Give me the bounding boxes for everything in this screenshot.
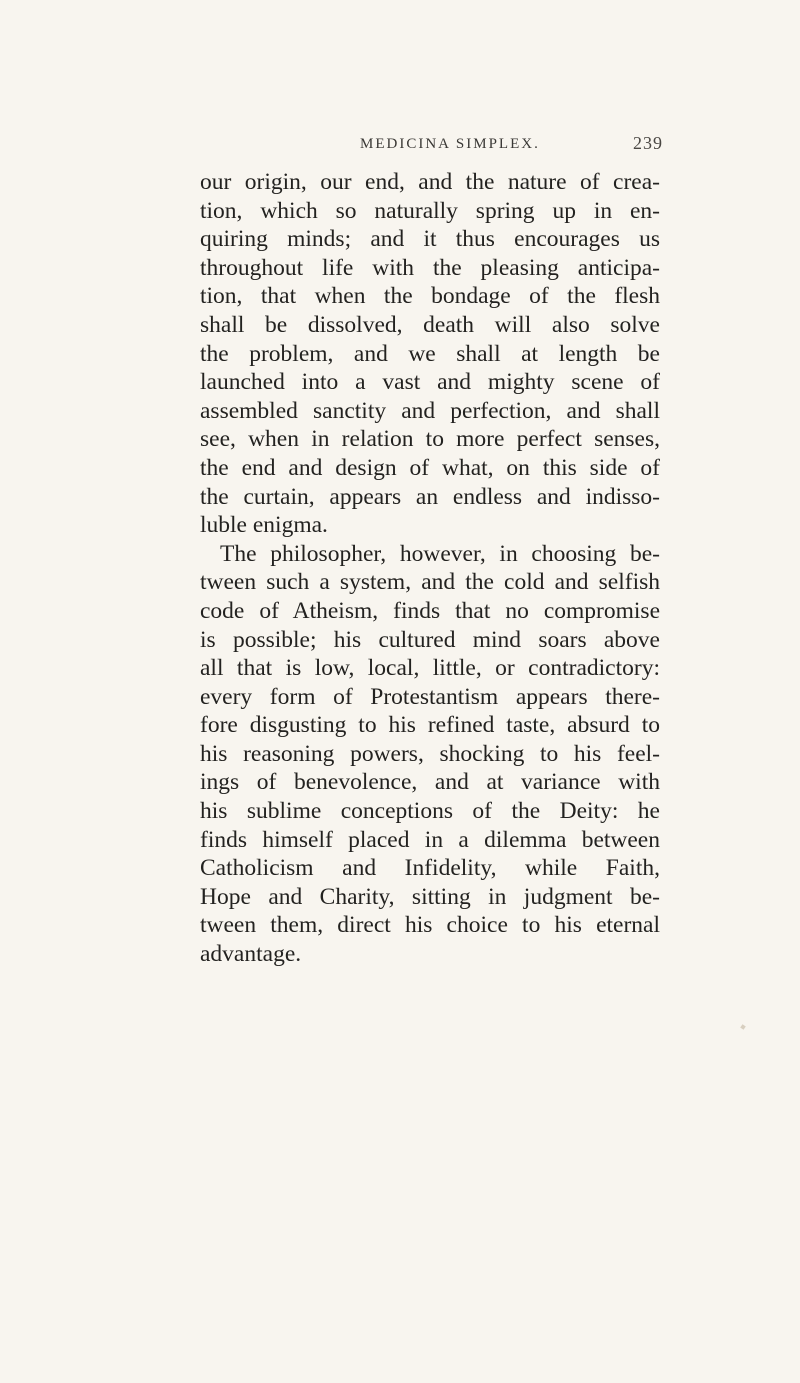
text-line: finds himself placed in a dilemma between: [200, 826, 660, 853]
text-line: the end and design of what, on this side of: [200, 454, 660, 481]
text-line: his sublime conceptions of the Deity: he: [200, 798, 660, 825]
text-line: the problem, and we shall at length be: [200, 340, 660, 367]
text-line: Catholicism and Infidelity, while Faith,: [200, 855, 660, 882]
text-line: assembled sanctity and perfection, and shall: [200, 397, 660, 424]
text-line: all that is low, local, little, or contradictory:: [200, 655, 660, 682]
text-line: Hope and Charity, sitting in judgment be-: [200, 883, 660, 910]
text-line: our origin, our end, and the nature of crea-: [200, 169, 660, 195]
page-number: 239: [633, 133, 663, 153]
text-line: every form of Protestantism appears there-: [200, 683, 660, 710]
text-line: tween them, direct his choice to his eternal: [200, 912, 660, 939]
text-line: throughout life with the pleasing anticipa-: [200, 254, 660, 281]
paper-speck: [740, 1024, 746, 1030]
running-head-title: MEDICINA SIMPLEX.: [360, 136, 540, 152]
running-head: [0, 133, 800, 160]
text-line: his reasoning powers, shocking to his feel-: [200, 740, 660, 767]
text-line: quiring minds; and it thus encourages us: [200, 226, 660, 253]
text-line: tween such a system, and the cold and selfish: [200, 569, 660, 596]
text-line: advantage.: [200, 941, 302, 968]
paragraph-first-line: The philosopher, however, in choosing be-: [220, 540, 660, 567]
text-line: fore disgusting to his refined taste, absurd to: [200, 712, 660, 739]
text-line: the curtain, appears an endless and indisso-: [200, 483, 660, 510]
text-line: luble enigma.: [200, 512, 328, 539]
text-line: ings of benevolence, and at variance with: [200, 769, 660, 796]
text-line: launched into a vast and mighty scene of: [200, 369, 660, 396]
body-text: [200, 168, 660, 969]
text-line: shall be dissolved, death will also solve: [200, 311, 660, 338]
text-line: code of Atheism, finds that no compromise: [200, 597, 660, 624]
text-line: tion, which so naturally spring up in en-: [200, 197, 660, 224]
text-line: tion, that when the bondage of the flesh: [200, 283, 660, 310]
text-line: is possible; his cultured mind soars above: [200, 626, 660, 653]
text-line: see, when in relation to more perfect senses,: [200, 426, 660, 453]
